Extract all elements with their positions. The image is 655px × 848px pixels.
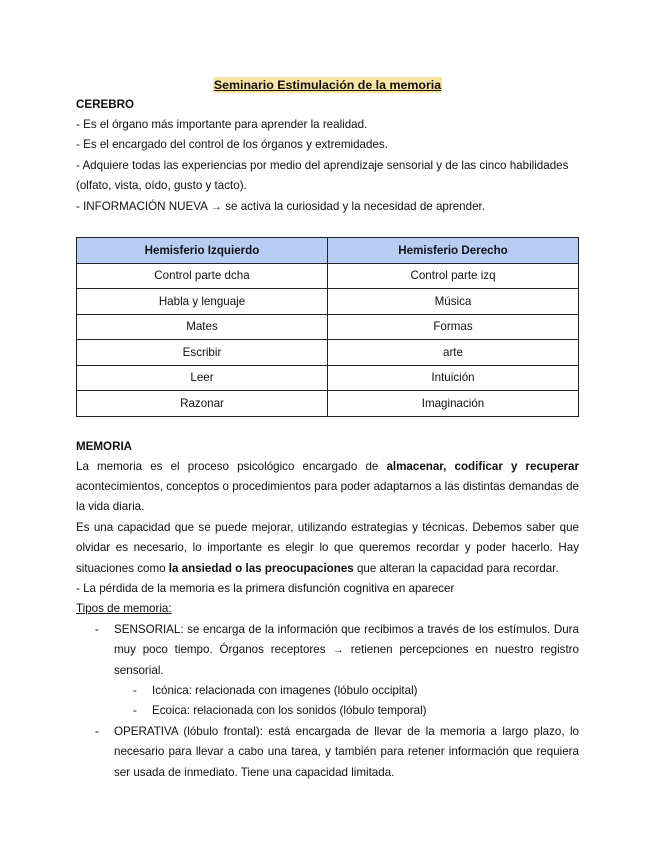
title-wrap [76, 77, 579, 95]
cell-right: Imaginación [328, 391, 579, 417]
cerebro-line-2: - Es el encargado del control de los órganos y extremidades. [76, 138, 388, 152]
list-item-sensorial: - SENSORIAL: se encarga de la información que recibimos a través de los estímulos. Dura muy poco tiempo. Órganos receptores → retienen percepciones en nuestro registro sensorial. [76, 620, 579, 681]
cell-left: Control parte dcha [77, 263, 328, 289]
p2-text: Es una capacidad que se puede mejorar, utilizando estrategias y técnicas. Debemos saber que olvidar es necesario, lo importante es elegir lo que queremos recordar y poder hacerlo. Hay situaciones como [76, 520, 579, 575]
p1-text: La memoria es el proceso psicológico encargado de [76, 459, 387, 473]
cell-left: Mates [77, 314, 328, 340]
memoria-paragraph-3: - La pérdida de la memoria es la primera disfunción cognitiva en aparecer [76, 581, 455, 595]
list-item-iconica: - Icónica: relacionada con imagenes (lóbulo occipital) [76, 681, 579, 701]
cerebro-line-1: - Es el órgano más importante para aprender la realidad. [76, 118, 368, 131]
memoria-heading: MEMORIA [76, 439, 133, 453]
p2-text-end: que alteran la capacidad para recordar. [353, 561, 559, 575]
table-row [77, 365, 579, 391]
document-content [76, 77, 579, 783]
cell-left: Razonar [77, 391, 328, 417]
cell-right: Control parte izq [328, 263, 579, 289]
cell-right: Música [328, 289, 579, 315]
header-right: Hemisferio Derecho [328, 238, 579, 264]
cell-right: Formas [328, 314, 579, 340]
cerebro-heading: CEREBRO [76, 98, 134, 111]
p1-bold: almacenar, codificar y recuperar [386, 459, 579, 473]
document-title: Seminario Estimulación de la memoria [213, 78, 442, 92]
table-row [77, 340, 579, 366]
cerebro-line-4: - INFORMACIÓN NUEVA → se activa la curiosidad y la necesidad de aprender. [76, 199, 485, 213]
table-row [77, 391, 579, 417]
memoria-paragraph-1 [76, 457, 579, 518]
cell-right: Intuición [328, 365, 579, 391]
list-item-ecoica: - Ecoica: relacionada con los sonidos (lóbulo temporal) [76, 701, 579, 721]
p2-bold: la ansiedad o las preocupaciones [168, 561, 354, 575]
header-left: Hemisferio Izquierdo [77, 238, 328, 264]
cerebro-line-3: - Adquiere todas las experiencias por medio del aprendizaje sensorial y de las cinco habilidades (olfato, vista, oído, gusto y tacto). [76, 158, 569, 193]
memory-types-list [76, 620, 579, 783]
table-row [77, 263, 579, 289]
tipos-label: Tipos de memoria: [76, 602, 172, 616]
cell-right: arte [328, 340, 579, 366]
p1-text-end: acontecimientos, conceptos o procedimientos para poder adaptarnos a las distintas demandas de la vida diaria. [76, 479, 579, 514]
table-header-row [77, 238, 579, 264]
table-row [77, 314, 579, 340]
memoria-paragraph-2 [76, 518, 579, 579]
table-row [77, 289, 579, 315]
list-item-operativa: - OPERATIVA (lóbulo frontal): está encargada de llevar de la memoria a largo plazo, lo necesario para llevar a cabo una tarea, y también para retener información que requiera ser usada de inmediato. Tiene una capacidad limitada. [76, 722, 579, 783]
cell-left: Habla y lenguaje [77, 289, 328, 315]
cell-left: Leer [77, 365, 328, 391]
hemisphere-table-wrap [76, 237, 579, 417]
hemisphere-table [76, 237, 579, 417]
cell-left: Escribir [77, 340, 328, 366]
